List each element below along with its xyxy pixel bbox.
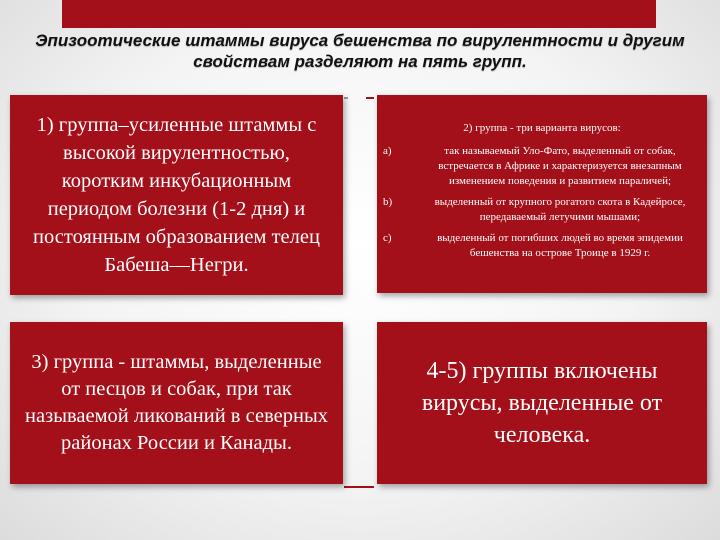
divider-mark: [344, 97, 348, 99]
group-2-item-text: выделенный от погибших людей во время эпидемии бешенства на острове Троице в 1929 г.: [437, 232, 683, 259]
group-4-5-text: 4-5) группы включены вирусы, выделенные от человека.: [421, 358, 663, 448]
header-accent-bar: [62, 0, 656, 28]
group-3-text: 3) группа - штаммы, выделенные от песцов и собак, при так называемой ликований в северных районах России и Канады.: [25, 351, 328, 454]
group-3-box: [10, 322, 343, 484]
group-2-item-letter: b): [383, 196, 393, 208]
group-2-item: [383, 195, 701, 225]
group-2-item-letter: a): [383, 145, 392, 157]
group-4-5-box: [377, 322, 707, 484]
page-title: Эпизоотические штаммы вируса бешенства по вирулентности и другим свойствам разделяют на пять групп.: [35, 31, 685, 71]
group-2-item-text: так называемый Уло-Фато, выделенный от собак, встречается в Африке и характеризуется внезапным изменением поведения и развитием параличей;: [438, 145, 682, 187]
group-1-box: [10, 95, 343, 295]
group-2-item-text: выделенный от крупного рогатого скота в Кадейросе, передаваемый летучими мышами;: [434, 196, 686, 223]
group-1-text: 1) группа–усиленные штаммы с высокой вирулентностью, коротким инкубационным периодом болезни (1-2 дня) и постоянным образованием телец Бабеша—Негри.: [33, 114, 320, 276]
divider-mark: [366, 97, 374, 99]
group-2-item-letter: c): [383, 232, 392, 244]
group-2-heading: 2) группа - три варианта вирусов:: [463, 122, 621, 134]
group-2-box: [377, 95, 707, 293]
group-2-item: [383, 231, 701, 261]
divider-mark: [344, 486, 374, 488]
group-2-item: [383, 144, 701, 189]
